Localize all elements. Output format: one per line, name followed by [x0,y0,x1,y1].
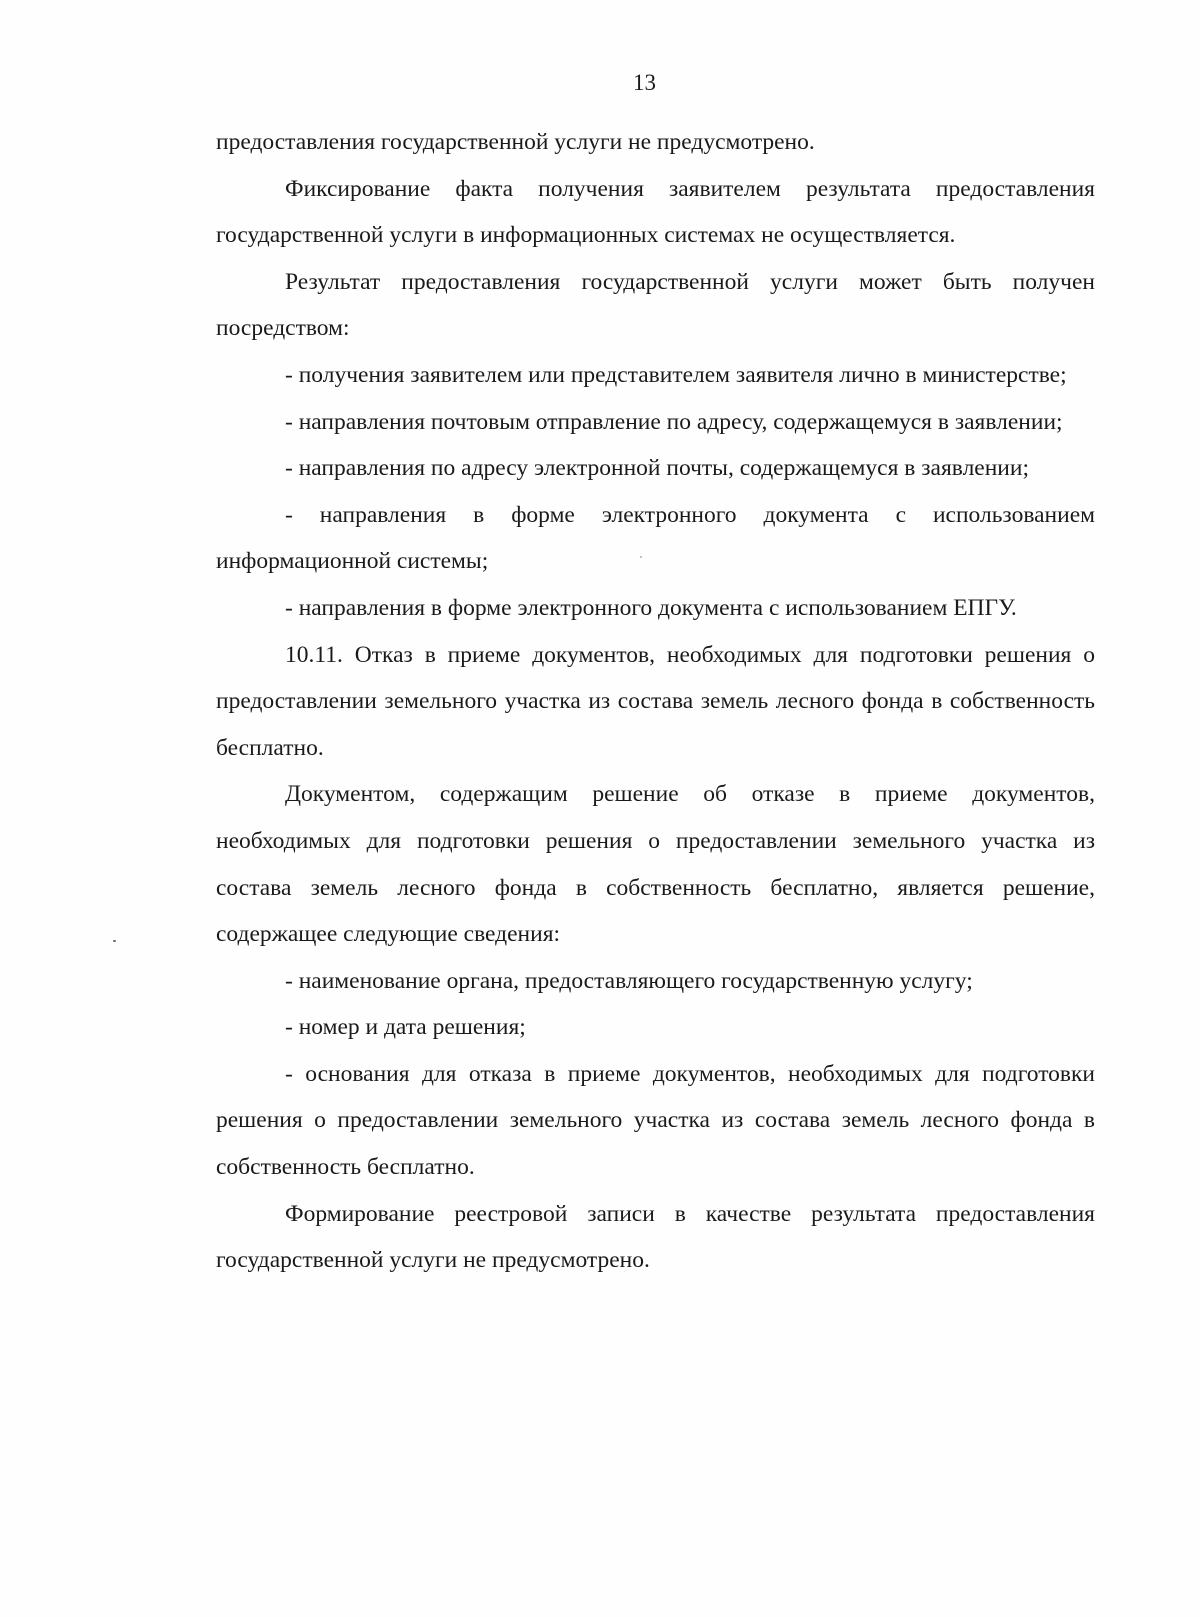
section-heading-10-11: 10.11. Отказ в приеме документов, необходимых для подготовки решения о предоставлении земельного участка из состава земель лесного фонда в собственность бесплатно. [216,641,1095,761]
paragraph-fixation: Фиксирование факта получения заявителем результата предоставления государственной услуги в информационных системах не осуществляется. [216,175,1095,249]
list-item-epgu: - направления в форме электронного документа с использованием ЕПГУ. [285,594,1017,621]
list-item-postal: - направления почтовым отправление по адресу, содержащемуся в заявлении; [285,408,1063,435]
scan-artifact [113,940,116,942]
list-item-grounds: - основания для отказа в приеме документов, необходимых для подготовки решения о предоставлении земельного участка из состава земель лесного фонда в собственность бесплатно. [216,1060,1095,1181]
page-number: 13 [633,70,656,95]
paragraph-refusal-document: Документом, содержащим решение об отказе в приеме документов, необходимых для подготовки решения о предоставлении земельного участка из состава земель лесного фонда в собственность бесплатно, является решение, содержащее следующие сведения: [216,781,1095,948]
list-item-authority-name: - наименование органа, предоставляющего государственную услугу; [285,967,973,994]
scan-artifact [640,556,642,558]
paragraph-result-intro: Результат предоставления государственной услуги может быть получен посредством: [216,268,1095,342]
list-item-personal-receipt: - получения заявителем или представителем заявителя лично в министерстве; [285,361,1067,388]
list-item-email: - направления по адресу электронной почты, содержащемуся в заявлении; [285,455,1029,482]
list-item-number-date: - номер и дата решения; [285,1014,526,1041]
paragraph-continuation: предоставления государственной услуги не предусмотрено. [216,129,815,155]
list-item-info-system: - направления в форме электронного документа с использованием информационной системы; [216,501,1095,575]
paragraph-registry-record: Формирование реестровой записи в качестве результата предоставления государственной услуги не предусмотрено. [216,1200,1095,1274]
document-body [216,119,1095,1284]
